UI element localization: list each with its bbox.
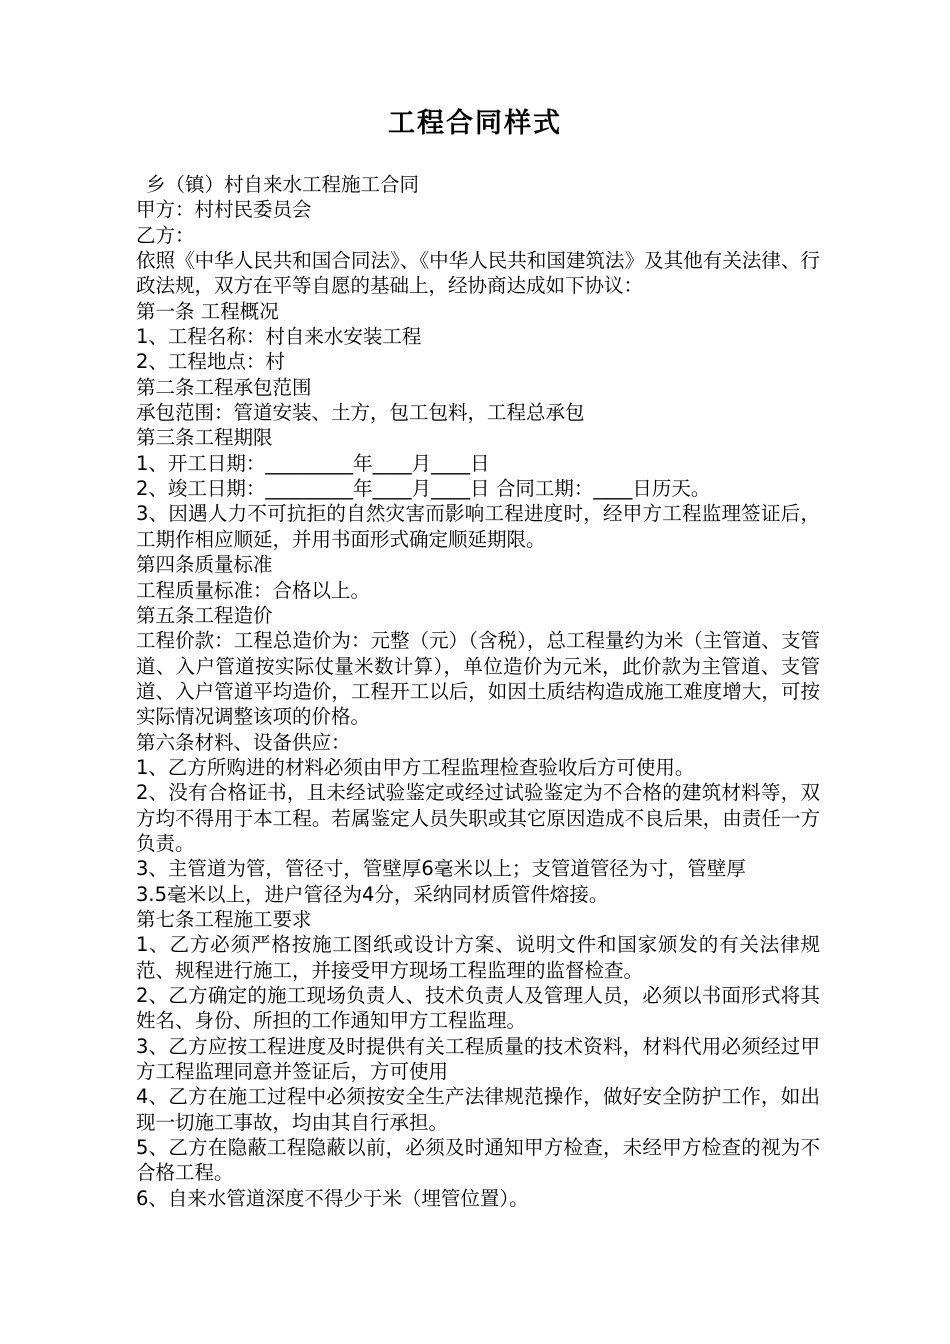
clause-line: 1、乙方所购进的材料必须由甲方工程监理检查验收后方可使用。: [136, 755, 695, 779]
article-heading: 第一条 工程概况: [136, 299, 279, 323]
clause-paragraph: 2、乙方确定的施工现场负责人、技术负责人及管理人员，必须以书面形式将其姓名、身份、所担的工作通知甲方工程监理。: [136, 984, 820, 1033]
clause-paragraph: 1、乙方必须严格按施工图纸或设计方案、说明文件和国家颁发的有关法律规范、规程进行施工，并接受甲方现场工程监理的监督检查。: [136, 933, 820, 982]
clause-paragraph: 3、乙方应按工程进度及时提供有关工程质量的技术资料，材料代用必须经过甲方工程监理同意并签证后，方可使用: [136, 1034, 820, 1084]
clause-line: 2、竣工日期：_________年____月____日 合同工期：____日历天。: [136, 477, 711, 501]
clause-paragraph: 5、乙方在隐蔽工程隐蔽以前，必须及时通知甲方检查，未经甲方检查的视为不合格工程。: [136, 1136, 820, 1185]
clause-line: 3.5毫米以上，进户管径为4分，采纳同材质管件熔接。: [136, 882, 609, 906]
contract-heading: 乡（镇）村自来水工程施工合同: [146, 173, 420, 196]
document-title: 工程合同样式: [388, 108, 562, 139]
article-heading: 第二条工程承包范围: [136, 375, 312, 399]
clause-line: 2、工程地点：村: [136, 350, 285, 374]
article-heading: 第四条质量标准: [136, 553, 273, 577]
clause-line: 6、自来水管道深度不得少于米（埋管位置）。: [136, 1186, 529, 1210]
party-a-line: 甲方：村村民委员会: [136, 198, 312, 222]
clause-paragraph: 2、没有合格证书，且未经试验鉴定或经过试验鉴定为不合格的建筑材料等，双方均不得用于本工程。若属鉴定人员失职或其它原因造成不良后果，由责任一方负责。: [136, 781, 820, 855]
party-b-line: 乙方：: [136, 223, 195, 247]
clause-line: 工程质量标准：合格以上。: [136, 578, 371, 602]
article-heading: 第七条工程施工要求: [136, 907, 312, 931]
clause-line: 承包范围：管道安装、土方，包工包料，工程总承包: [136, 401, 585, 425]
article-heading: 第五条工程造价: [136, 603, 273, 627]
clause-paragraph: 4、乙方在施工过程中必须按安全生产法律规范操作，做好安全防护工作，如出现一切施工事故，均由其自行承担。: [136, 1085, 820, 1134]
clause-line: 1、工程名称：村自来水安装工程: [136, 325, 422, 349]
article-heading: 第六条材料、设备供应：: [136, 730, 351, 754]
preamble-paragraph: 依照《中华人民共和国合同法》、《中华人民共和国建筑法》及其他有关法律、行政法规，双方在平等自愿的基础上，经协商达成如下协议：: [136, 249, 820, 298]
clause-paragraph: 工程价款：工程总造价为：元整（元）（含税），总工程量约为米（主管道、支管道、入户管道按实际仗量米数计算），单位造价为元米，此价款为主管道、支管道、入户管道平均造价，工程开工以后，如因土质结构造成施工难度增大，可按实际情况调整该项的价格。: [136, 629, 820, 729]
document-body: [136, 172, 820, 1211]
clause-line: 1、开工日期：_________年____月____日: [136, 451, 490, 475]
clause-paragraph: 3、因遇人力不可抗拒的自然灾害而影响工程进度时，经甲方工程监理签证后，工期作相应顺延，并用书面形式确定顺延期限。: [136, 502, 820, 551]
article-heading: 第三条工程期限: [136, 426, 273, 450]
clause-paragraph: 3、主管道为管，管径寸，管壁厚6毫米以上；支管道管径为寸，管壁厚: [136, 857, 746, 881]
